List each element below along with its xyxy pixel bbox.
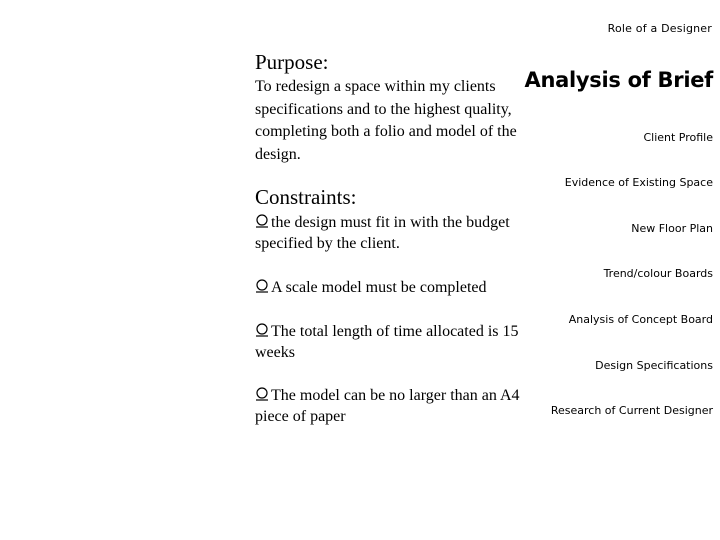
sidebar-item-concept-board: Analysis of Concept Board [565, 313, 713, 326]
constraint-text: the design must fit in with the budget specified by the client. [255, 214, 510, 252]
constraints-heading: Constraints: [255, 185, 357, 209]
sidebar-item-existing-space: Evidence of Existing Space [561, 176, 713, 189]
sidebar-item-client-profile: Client Profile [639, 131, 713, 144]
constraint-item [255, 385, 555, 427]
sidebar-item-floor-plan: New Floor Plan [627, 222, 713, 235]
sidebar-item-design-specifications: Design Specifications [591, 359, 713, 372]
constraint-item [255, 321, 555, 363]
sidebar-item-trend-boards: Trend/colour Boards [600, 267, 713, 280]
constraint-text: The total length of time allocated is 15 weeks [255, 323, 519, 361]
constraint-item [255, 212, 555, 254]
hollow-circle-bullet-icon [255, 214, 269, 228]
hollow-circle-bullet-icon [255, 323, 269, 337]
hollow-circle-bullet-icon [255, 387, 269, 401]
sidebar-item-current-designer: Research of Current Designer [547, 404, 713, 417]
constraint-item [255, 277, 555, 298]
hollow-circle-bullet-icon [255, 279, 269, 293]
purpose-heading: Purpose: [255, 50, 329, 74]
analysis-title: Analysis of Brief [519, 68, 713, 92]
constraint-text: A scale model must be completed [271, 279, 487, 296]
constraint-text: The model can be no larger than an A4 piece of paper [255, 387, 520, 425]
purpose-body: To redesign a space within my clients specifications and to the highest quality, completing both a folio and model of the design. [255, 78, 517, 163]
header-label: Role of a Designer [607, 22, 712, 35]
